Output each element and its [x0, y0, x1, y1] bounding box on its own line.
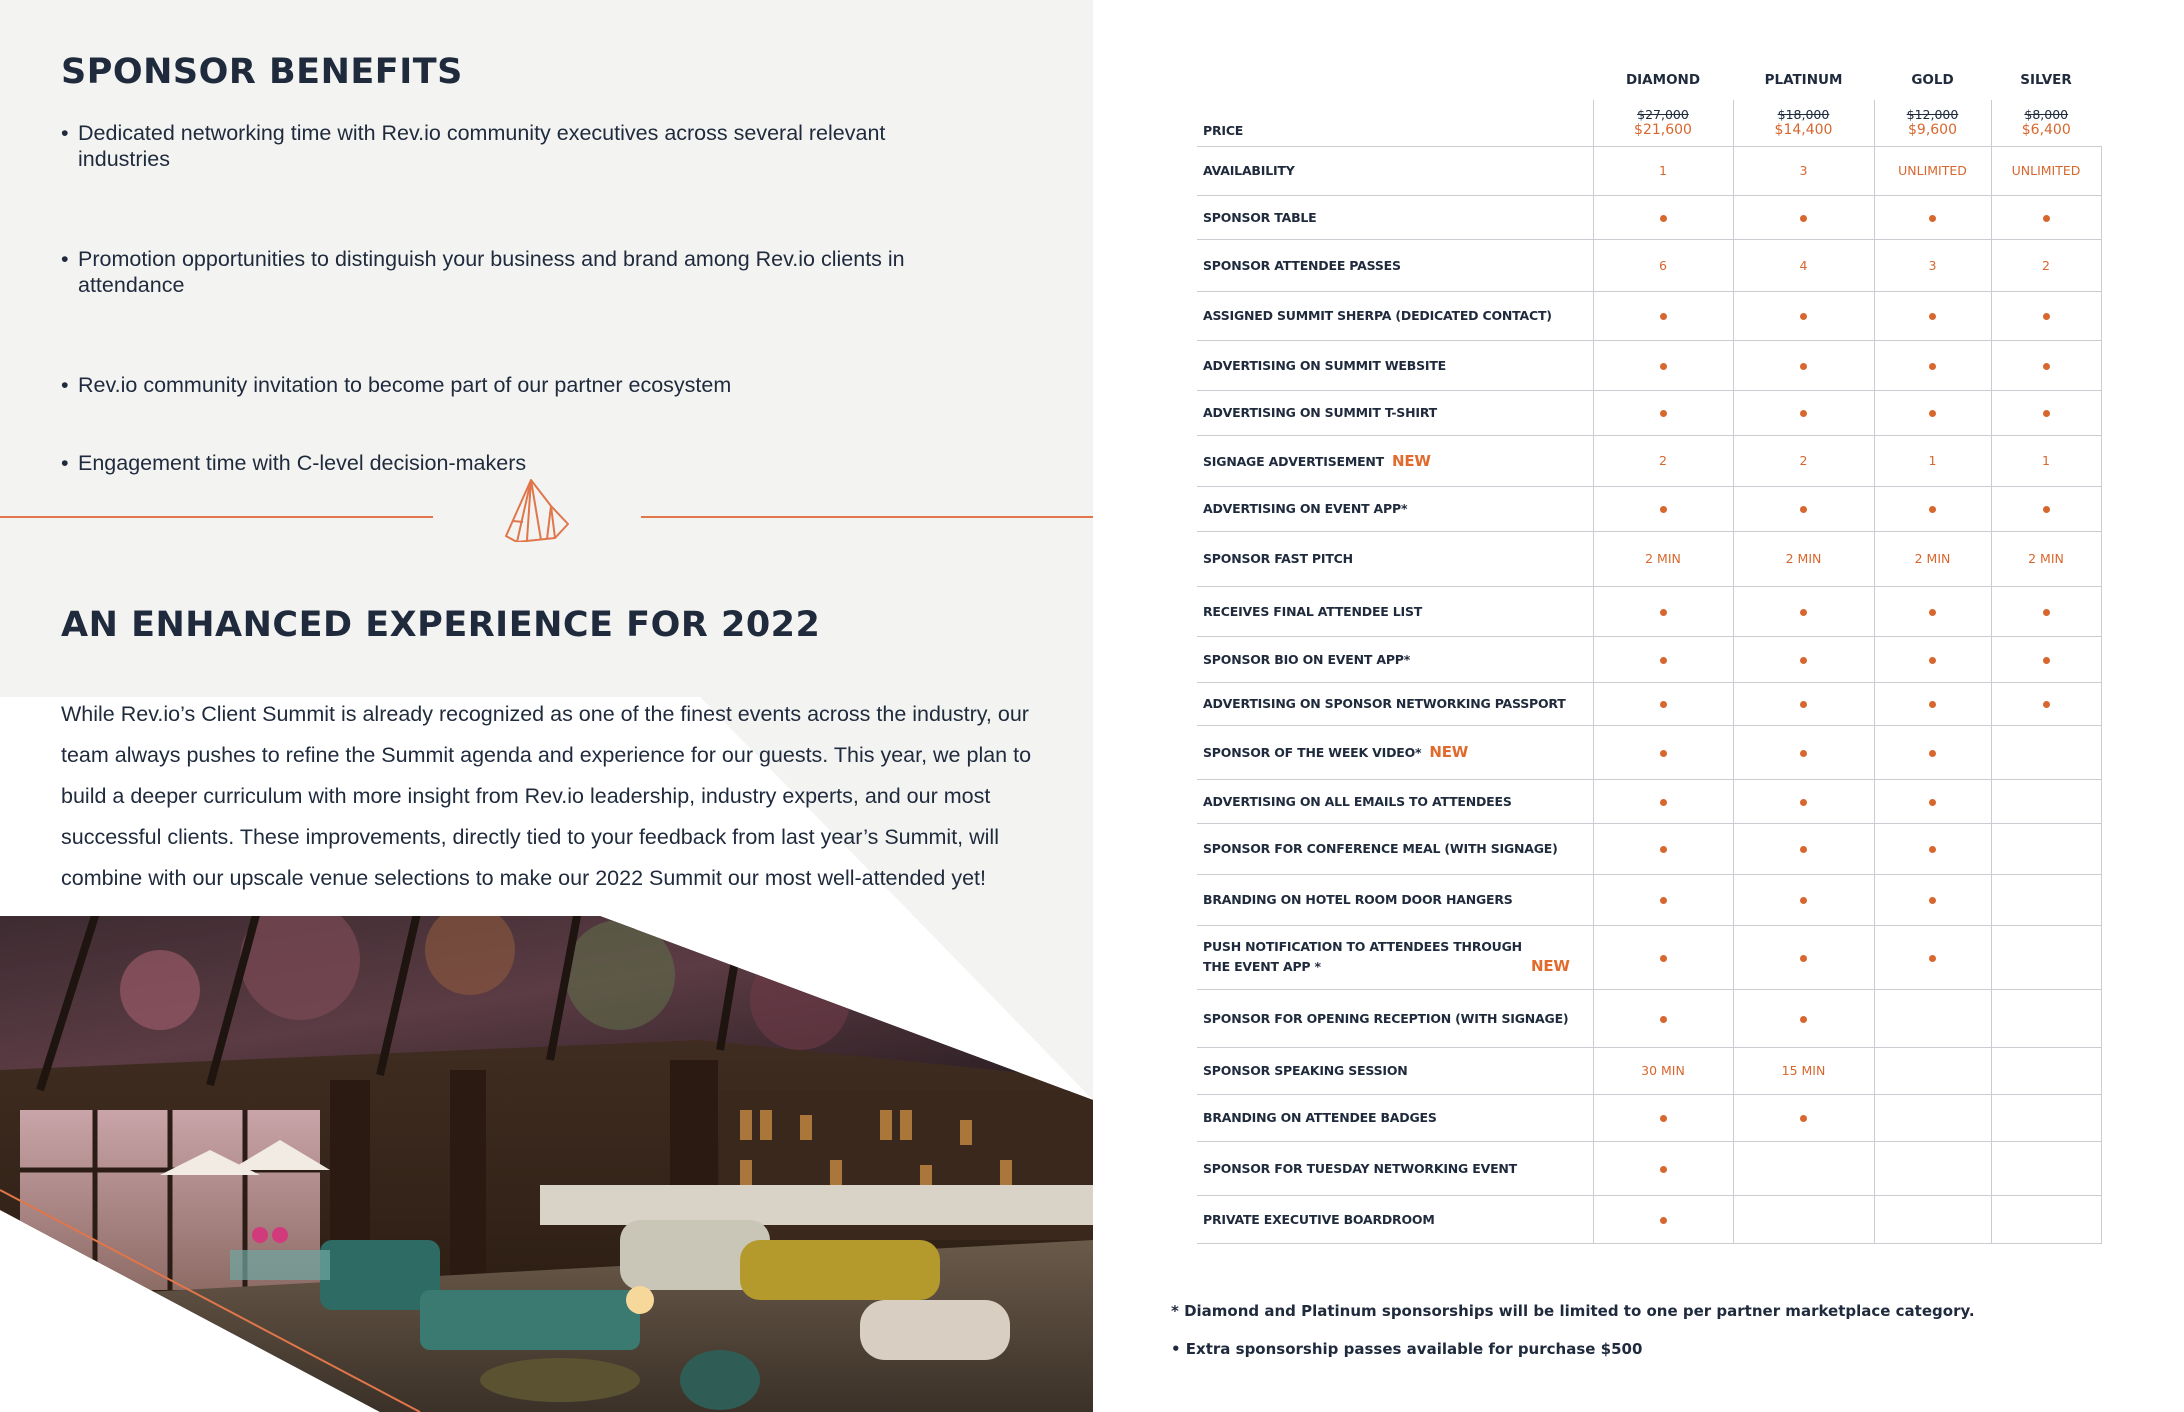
cell-silver — [1991, 779, 2101, 823]
included-dot-icon — [1660, 846, 1667, 853]
included-dot-icon — [1929, 609, 1936, 616]
cell-diamond — [1593, 239, 1733, 291]
cell-value: 2 MIN — [2028, 551, 2064, 566]
included-dot-icon — [1929, 750, 1936, 757]
cell-silver — [1991, 390, 2101, 435]
cell-gold — [1874, 586, 1991, 636]
feature-label-text: SPONSOR TABLE — [1203, 209, 1317, 225]
included-dot-icon — [1660, 363, 1667, 370]
included-dot-icon — [1800, 363, 1807, 370]
table-row — [1197, 340, 2182, 390]
table-row — [1197, 486, 2182, 531]
included-dot-icon — [1800, 1115, 1807, 1122]
row-end-spacer — [2101, 636, 2182, 682]
cell-value: 2 — [1799, 453, 1808, 468]
new-price: $14,400 — [1774, 122, 1833, 139]
cell-silver — [1991, 435, 2101, 486]
feature-label — [1197, 725, 1593, 779]
included-dot-icon — [1660, 1016, 1667, 1023]
included-dot-icon — [1660, 215, 1667, 222]
cell-value: 1 — [1928, 453, 1937, 468]
price-row — [1197, 100, 2182, 146]
cell-platinum — [1733, 291, 1874, 340]
cell-silver — [1991, 874, 2101, 925]
included-dot-icon — [1660, 506, 1667, 513]
row-end-spacer — [2101, 779, 2182, 823]
cell-silver — [1991, 1094, 2101, 1141]
cell-diamond — [1593, 1141, 1733, 1195]
experience-title: AN ENHANCED EXPERIENCE FOR 2022 — [61, 605, 821, 645]
row-end-spacer — [2101, 291, 2182, 340]
cell-gold — [1874, 636, 1991, 682]
table-row — [1197, 779, 2182, 823]
new-price: $9,600 — [1908, 122, 1957, 139]
cell-silver — [1991, 146, 2101, 195]
table-row — [1197, 925, 2182, 989]
feature-label — [1197, 435, 1593, 486]
table-row — [1197, 239, 2182, 291]
cell-platinum — [1733, 486, 1874, 531]
cell-silver — [1991, 989, 2101, 1047]
feature-label-text: RECEIVES FINAL ATTENDEE LIST — [1203, 603, 1423, 619]
cell-silver — [1991, 682, 2101, 725]
included-dot-icon — [2043, 609, 2050, 616]
cell-value: 3 — [1799, 163, 1808, 178]
cell-silver — [1991, 586, 2101, 636]
row-spacer — [2101, 100, 2182, 146]
cell-platinum — [1733, 682, 1874, 725]
old-price: $12,000 — [1906, 107, 1959, 123]
old-price: $8,000 — [2024, 107, 2069, 123]
feature-label-text: SPONSOR OF THE WEEK VIDEO* — [1203, 745, 1422, 760]
feature-label-text: ADVERTISING ON EVENT APP* — [1203, 501, 1408, 516]
table-row — [1197, 1047, 2182, 1094]
cell-gold — [1874, 531, 1991, 586]
cell-value: UNLIMITED — [1898, 163, 1967, 178]
included-dot-icon — [1929, 215, 1936, 222]
cell-silver — [1991, 725, 2101, 779]
row-end-spacer — [2101, 682, 2182, 725]
cell-silver — [1991, 195, 2101, 239]
included-dot-icon — [1800, 657, 1807, 664]
feature-label — [1197, 390, 1593, 435]
cell-gold — [1874, 989, 1991, 1047]
cell-value: 2 — [1659, 453, 1667, 468]
cell-diamond — [1593, 195, 1733, 239]
cell-silver — [1991, 1047, 2101, 1094]
cell-platinum — [1733, 146, 1874, 195]
included-dot-icon — [2043, 313, 2050, 320]
included-dot-icon — [1929, 799, 1936, 806]
included-dot-icon — [1800, 1016, 1807, 1023]
feature-label — [1197, 989, 1593, 1047]
cell-platinum — [1733, 823, 1874, 874]
included-dot-icon — [1660, 1166, 1667, 1173]
included-dot-icon — [2043, 363, 2050, 370]
feature-label-text: ADVERTISING ON SPONSOR NETWORKING PASSPORT — [1203, 696, 1566, 711]
row-end-spacer — [2101, 195, 2182, 239]
table-row — [1197, 874, 2182, 925]
cell-silver — [1991, 531, 2101, 586]
cell-platinum — [1733, 531, 1874, 586]
cell-silver — [1991, 636, 2101, 682]
row-end-spacer — [2101, 989, 2182, 1047]
included-dot-icon — [1929, 897, 1936, 904]
row-end-spacer — [2101, 239, 2182, 291]
cell-gold — [1874, 1094, 1991, 1141]
included-dot-icon — [1929, 363, 1936, 370]
cell-platinum — [1733, 725, 1874, 779]
table-row — [1197, 531, 2182, 586]
new-badge: NEW — [1531, 957, 1570, 975]
included-dot-icon — [2043, 215, 2050, 222]
cell-silver — [1991, 291, 2101, 340]
cell-value: 4 — [1799, 257, 1808, 273]
right-panel — [1093, 0, 2184, 1412]
included-dot-icon — [1800, 846, 1807, 853]
cell-diamond — [1593, 531, 1733, 586]
new-badge: NEW — [1392, 451, 1431, 470]
cell-diamond — [1593, 435, 1733, 486]
benefit-item: • Promotion opportunities to distinguish your business and brand among Rev.io clients in attendance — [61, 246, 911, 298]
feature-label — [1197, 340, 1593, 390]
row-end-spacer — [2101, 340, 2182, 390]
cell-silver — [1991, 1195, 2101, 1243]
cell-silver — [1991, 486, 2101, 531]
cell-platinum — [1733, 1047, 1874, 1094]
benefit-item: • Dedicated networking time with Rev.io community executives across several relevant industries — [61, 120, 911, 172]
row-end-spacer — [2101, 1047, 2182, 1094]
feature-label — [1197, 239, 1593, 291]
cell-gold — [1874, 486, 1991, 531]
included-dot-icon — [1800, 313, 1807, 320]
cell-gold — [1874, 874, 1991, 925]
included-dot-icon — [1929, 313, 1936, 320]
table-row — [1197, 682, 2182, 725]
included-dot-icon — [1800, 215, 1807, 222]
footnote-category-limit: * Diamond and Platinum sponsorships will be limited to one per partner marketplace category. — [1171, 1302, 1975, 1320]
included-dot-icon — [1800, 410, 1807, 417]
feature-label — [1197, 586, 1593, 636]
cell-value: 1 — [2042, 453, 2050, 468]
included-dot-icon — [1800, 897, 1807, 904]
included-dot-icon — [1660, 897, 1667, 904]
cell-platinum — [1733, 874, 1874, 925]
feature-label — [1197, 1047, 1593, 1094]
included-dot-icon — [2043, 506, 2050, 513]
included-dot-icon — [1929, 955, 1936, 962]
tier-header-silver: SILVER — [2020, 72, 2072, 88]
price-silver — [1991, 100, 2101, 146]
new-price: $6,400 — [2021, 122, 2071, 139]
old-price: $18,000 — [1777, 107, 1830, 123]
cell-diamond — [1593, 874, 1733, 925]
row-end-spacer — [2101, 146, 2182, 195]
feature-label — [1197, 636, 1593, 682]
cell-value: 30 MIN — [1641, 1063, 1685, 1078]
cell-gold — [1874, 195, 1991, 239]
included-dot-icon — [1929, 410, 1936, 417]
table-row — [1197, 390, 2182, 435]
feature-label — [1197, 486, 1593, 531]
cell-platinum — [1733, 586, 1874, 636]
row-end-spacer — [2101, 925, 2182, 989]
new-badge: NEW — [1429, 743, 1469, 761]
feature-label-text: ASSIGNED SUMMIT SHERPA (DEDICATED CONTACT) — [1203, 308, 1552, 323]
tier-header-row — [1197, 60, 2182, 100]
row-end-spacer — [2101, 531, 2182, 586]
feature-label — [1197, 925, 1593, 989]
cell-value: UNLIMITED — [2011, 163, 2081, 178]
table-row — [1197, 1141, 2182, 1195]
included-dot-icon — [1660, 657, 1667, 664]
cell-diamond — [1593, 486, 1733, 531]
cell-diamond — [1593, 636, 1733, 682]
included-dot-icon — [1929, 506, 1936, 513]
included-dot-icon — [1800, 955, 1807, 962]
row-end-spacer — [2101, 1141, 2182, 1195]
cell-diamond — [1593, 779, 1733, 823]
feature-label — [1197, 682, 1593, 725]
cell-diamond — [1593, 390, 1733, 435]
table-row — [1197, 725, 2182, 779]
cell-platinum — [1733, 435, 1874, 486]
cell-diamond — [1593, 925, 1733, 989]
feature-label — [1197, 823, 1593, 874]
cell-gold — [1874, 1047, 1991, 1094]
cell-silver — [1991, 925, 2101, 989]
feature-label — [1197, 1195, 1593, 1243]
table-row — [1197, 146, 2182, 195]
feature-label — [1197, 195, 1593, 239]
cell-platinum — [1733, 989, 1874, 1047]
feature-label-text: PRIVATE EXECUTIVE BOARDROOM — [1203, 1211, 1435, 1227]
row-end-spacer — [2101, 390, 2182, 435]
feature-label-text: SPONSOR FAST PITCH — [1203, 551, 1353, 566]
tier-header-gold: GOLD — [1911, 72, 1954, 88]
included-dot-icon — [1660, 1217, 1667, 1224]
row-end-spacer — [2101, 486, 2182, 531]
feature-label-text: ADVERTISING ON SUMMIT WEBSITE — [1203, 357, 1447, 373]
included-dot-icon — [2043, 657, 2050, 664]
included-dot-icon — [1660, 955, 1667, 962]
cell-platinum — [1733, 1094, 1874, 1141]
cell-gold — [1874, 925, 1991, 989]
table-row — [1197, 989, 2182, 1047]
table-row — [1197, 291, 2182, 340]
cell-gold — [1874, 1141, 1991, 1195]
feature-label — [1197, 874, 1593, 925]
cell-platinum — [1733, 195, 1874, 239]
included-dot-icon — [2043, 701, 2050, 708]
feature-label-text: SPONSOR FOR OPENING RECEPTION (WITH SIGNAGE) — [1203, 1010, 1569, 1026]
tier-header-diamond: DIAMOND — [1625, 72, 1701, 88]
included-dot-icon — [2043, 410, 2050, 417]
cell-diamond — [1593, 725, 1733, 779]
cell-value: 2 MIN — [1914, 551, 1951, 566]
row-end-spacer — [2101, 1195, 2182, 1243]
row-end-spacer — [2101, 586, 2182, 636]
price-label: PRICE — [1197, 100, 1593, 146]
cell-value: 2 — [2042, 257, 2050, 273]
price-platinum — [1733, 100, 1874, 146]
table-row — [1197, 195, 2182, 239]
old-price: $27,000 — [1637, 107, 1689, 123]
cell-gold — [1874, 435, 1991, 486]
included-dot-icon — [1660, 750, 1667, 757]
cell-value: 3 — [1928, 257, 1937, 273]
cell-gold — [1874, 239, 1991, 291]
cell-diamond — [1593, 823, 1733, 874]
feature-label-text: BRANDING ON ATTENDEE BADGES — [1203, 1110, 1437, 1125]
cell-silver — [1991, 823, 2101, 874]
benefit-item: • Engagement time with C-level decision-makers — [61, 450, 911, 476]
feature-label — [1197, 531, 1593, 586]
included-dot-icon — [1660, 313, 1667, 320]
cell-platinum — [1733, 390, 1874, 435]
cell-platinum — [1733, 1141, 1874, 1195]
new-price: $21,600 — [1634, 122, 1692, 139]
cell-diamond — [1593, 1047, 1733, 1094]
table-row — [1197, 435, 2182, 486]
cell-value: 2 MIN — [1645, 551, 1681, 566]
price-diamond — [1593, 100, 1733, 146]
cell-gold — [1874, 340, 1991, 390]
feature-label — [1197, 779, 1593, 823]
cell-diamond — [1593, 682, 1733, 725]
table-row — [1197, 823, 2182, 874]
feature-label — [1197, 1141, 1593, 1195]
cell-value: 6 — [1659, 257, 1667, 273]
included-dot-icon — [1929, 701, 1936, 708]
included-dot-icon — [1929, 846, 1936, 853]
included-dot-icon — [1800, 750, 1807, 757]
cell-diamond — [1593, 291, 1733, 340]
included-dot-icon — [1660, 701, 1667, 708]
cell-gold — [1874, 390, 1991, 435]
sponsor-benefits-title: SPONSOR BENEFITS — [61, 52, 463, 92]
cell-gold — [1874, 725, 1991, 779]
cell-gold — [1874, 823, 1991, 874]
benefit-item: • Rev.io community invitation to become part of our partner ecosystem — [61, 372, 911, 398]
cell-value: 15 MIN — [1781, 1063, 1826, 1078]
cell-platinum — [1733, 1195, 1874, 1243]
cell-value: 2 MIN — [1785, 551, 1822, 566]
feature-label-text: SPONSOR ATTENDEE PASSES — [1203, 257, 1401, 273]
cell-diamond — [1593, 146, 1733, 195]
header-spacer-end — [2101, 60, 2182, 100]
feature-label-text: AVAILABILITY — [1203, 163, 1295, 178]
cell-value: 1 — [1659, 163, 1667, 178]
row-end-spacer — [2101, 725, 2182, 779]
feature-label-text: SPONSOR FOR CONFERENCE MEAL (WITH SIGNAGE) — [1203, 841, 1558, 856]
feature-label — [1197, 146, 1593, 195]
feature-label-text: PUSH NOTIFICATION TO ATTENDEES THROUGH THE EVENT APP * — [1203, 939, 1522, 974]
table-row — [1197, 1094, 2182, 1141]
included-dot-icon — [1800, 506, 1807, 513]
included-dot-icon — [1660, 1115, 1667, 1122]
feature-label — [1197, 291, 1593, 340]
footnote-extra-passes: • Extra sponsorship passes available for purchase $500 — [1171, 1340, 1643, 1358]
cell-platinum — [1733, 340, 1874, 390]
included-dot-icon — [1800, 701, 1807, 708]
sponsorship-tier-table — [1197, 60, 2182, 1244]
table-row — [1197, 1195, 2182, 1243]
cell-diamond — [1593, 1195, 1733, 1243]
feature-label-text: SPONSOR FOR TUESDAY NETWORKING EVENT — [1203, 1160, 1517, 1176]
row-end-spacer — [2101, 874, 2182, 925]
cell-silver — [1991, 239, 2101, 291]
cell-diamond — [1593, 1094, 1733, 1141]
experience-paragraph: While Rev.io’s Client Summit is already recognized as one of the finest events across the industry, our team always pushes to refine the Summit agenda and experience for our guests. This year, we plan to build a deeper curriculum with more insight from Rev.io leadership, industry experts, and our most successful clients. These improvements, directly tied to your feedback from last year’s Summit, will combine with our upscale venue selections to make our 2022 Summit our most well-attended yet! — [61, 702, 1032, 890]
price-gold — [1874, 100, 1991, 146]
feature-label-text: ADVERTISING ON SUMMIT T-SHIRT — [1203, 405, 1438, 420]
row-end-spacer — [2101, 823, 2182, 874]
row-end-spacer — [2101, 1094, 2182, 1141]
tier-header-platinum: PLATINUM — [1764, 72, 1843, 88]
included-dot-icon — [1800, 799, 1807, 806]
cell-gold — [1874, 1195, 1991, 1243]
feature-label-text: SPONSOR BIO ON EVENT APP* — [1203, 651, 1411, 667]
feature-label-text: SPONSOR SPEAKING SESSION — [1203, 1063, 1408, 1078]
cell-platinum — [1733, 779, 1874, 823]
cell-platinum — [1733, 239, 1874, 291]
included-dot-icon — [1660, 799, 1667, 806]
table-row — [1197, 586, 2182, 636]
feature-label-text: SIGNAGE ADVERTISEMENT — [1203, 453, 1385, 469]
cell-gold — [1874, 682, 1991, 725]
included-dot-icon — [1660, 410, 1667, 417]
feature-label-text: ADVERTISING ON ALL EMAILS TO ATTENDEES — [1203, 793, 1512, 809]
feature-label — [1197, 1094, 1593, 1141]
cell-gold — [1874, 779, 1991, 823]
cell-silver — [1991, 340, 2101, 390]
footnotes — [1171, 1302, 1975, 1378]
included-dot-icon — [1660, 609, 1667, 616]
row-end-spacer — [2101, 435, 2182, 486]
table-row — [1197, 636, 2182, 682]
cell-gold — [1874, 146, 1991, 195]
cell-platinum — [1733, 925, 1874, 989]
cell-diamond — [1593, 340, 1733, 390]
included-dot-icon — [1800, 609, 1807, 616]
cell-platinum — [1733, 636, 1874, 682]
header-spacer — [1197, 60, 1593, 100]
cell-diamond — [1593, 989, 1733, 1047]
cell-gold — [1874, 291, 1991, 340]
cell-silver — [1991, 1141, 2101, 1195]
feature-label-text: BRANDING ON HOTEL ROOM DOOR HANGERS — [1203, 892, 1513, 907]
included-dot-icon — [1929, 657, 1936, 664]
cell-diamond — [1593, 586, 1733, 636]
